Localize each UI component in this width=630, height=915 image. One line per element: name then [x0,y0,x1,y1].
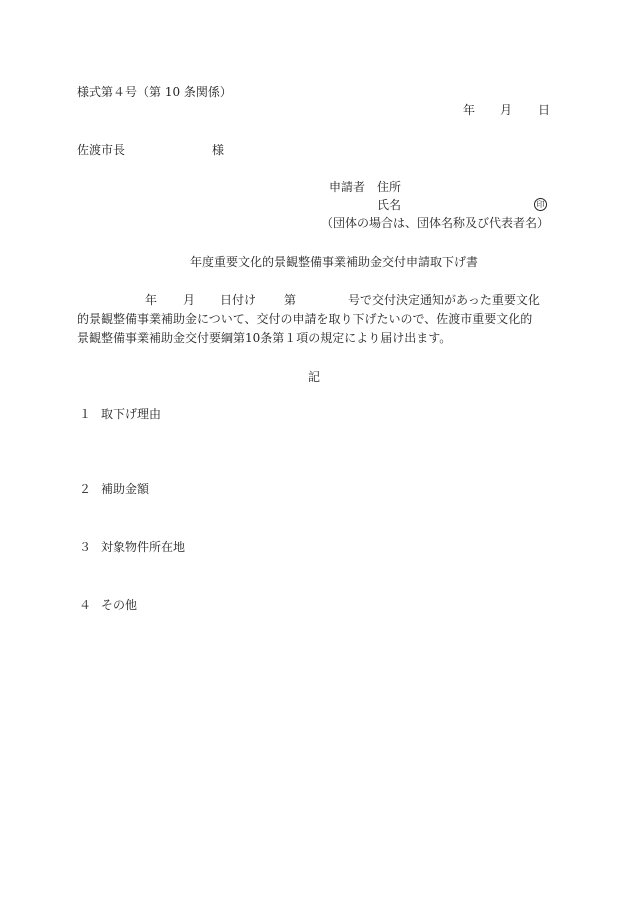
body-number-prefix: 第 [284,293,297,307]
item-number: ３ [79,540,92,554]
date-day: 日 [538,103,551,117]
item-label: 取下げ理由 [101,407,162,421]
body-dated: 日付け [220,293,257,307]
body-line2: 的景観整備事業補助金について、交付の申請を取り下げたいので、佐渡市重要文化的 [77,312,533,326]
applicant-label: 申請者 [329,180,366,194]
date-month: 月 [500,103,513,117]
body-line1-rest: 号で交付決定通知があった重要文化 [348,293,540,307]
item-label: 補助金額 [101,482,150,496]
item-number: １ [79,407,92,421]
body-month: 月 [183,293,196,307]
date-year: 年 [463,103,476,117]
body-year: 年 [145,293,158,307]
name-label: 氏名 [377,198,402,212]
addressee-name: 佐渡市長 [77,143,126,157]
document-title: 年度重要文化的景観整備事業補助金交付申請取下げ書 [190,255,479,269]
body-line3: 景観整備事業補助金交付要綱第10条第１項の規定により届け出ます。 [77,331,452,345]
form-number: 様式第４号（第 10 条関係） [77,85,232,99]
group-note: （団体の場合は、団体名称及び代表者名） [321,216,550,230]
item-number: ４ [79,598,92,612]
note-heading: 記 [308,370,321,384]
seal-mark: 印 [534,198,547,211]
item-number: ２ [79,482,92,496]
item-label: 対象物件所在地 [101,540,186,554]
item-label: その他 [101,598,138,612]
addressee-honorific: 様 [212,143,225,157]
address-label: 住所 [377,180,402,194]
